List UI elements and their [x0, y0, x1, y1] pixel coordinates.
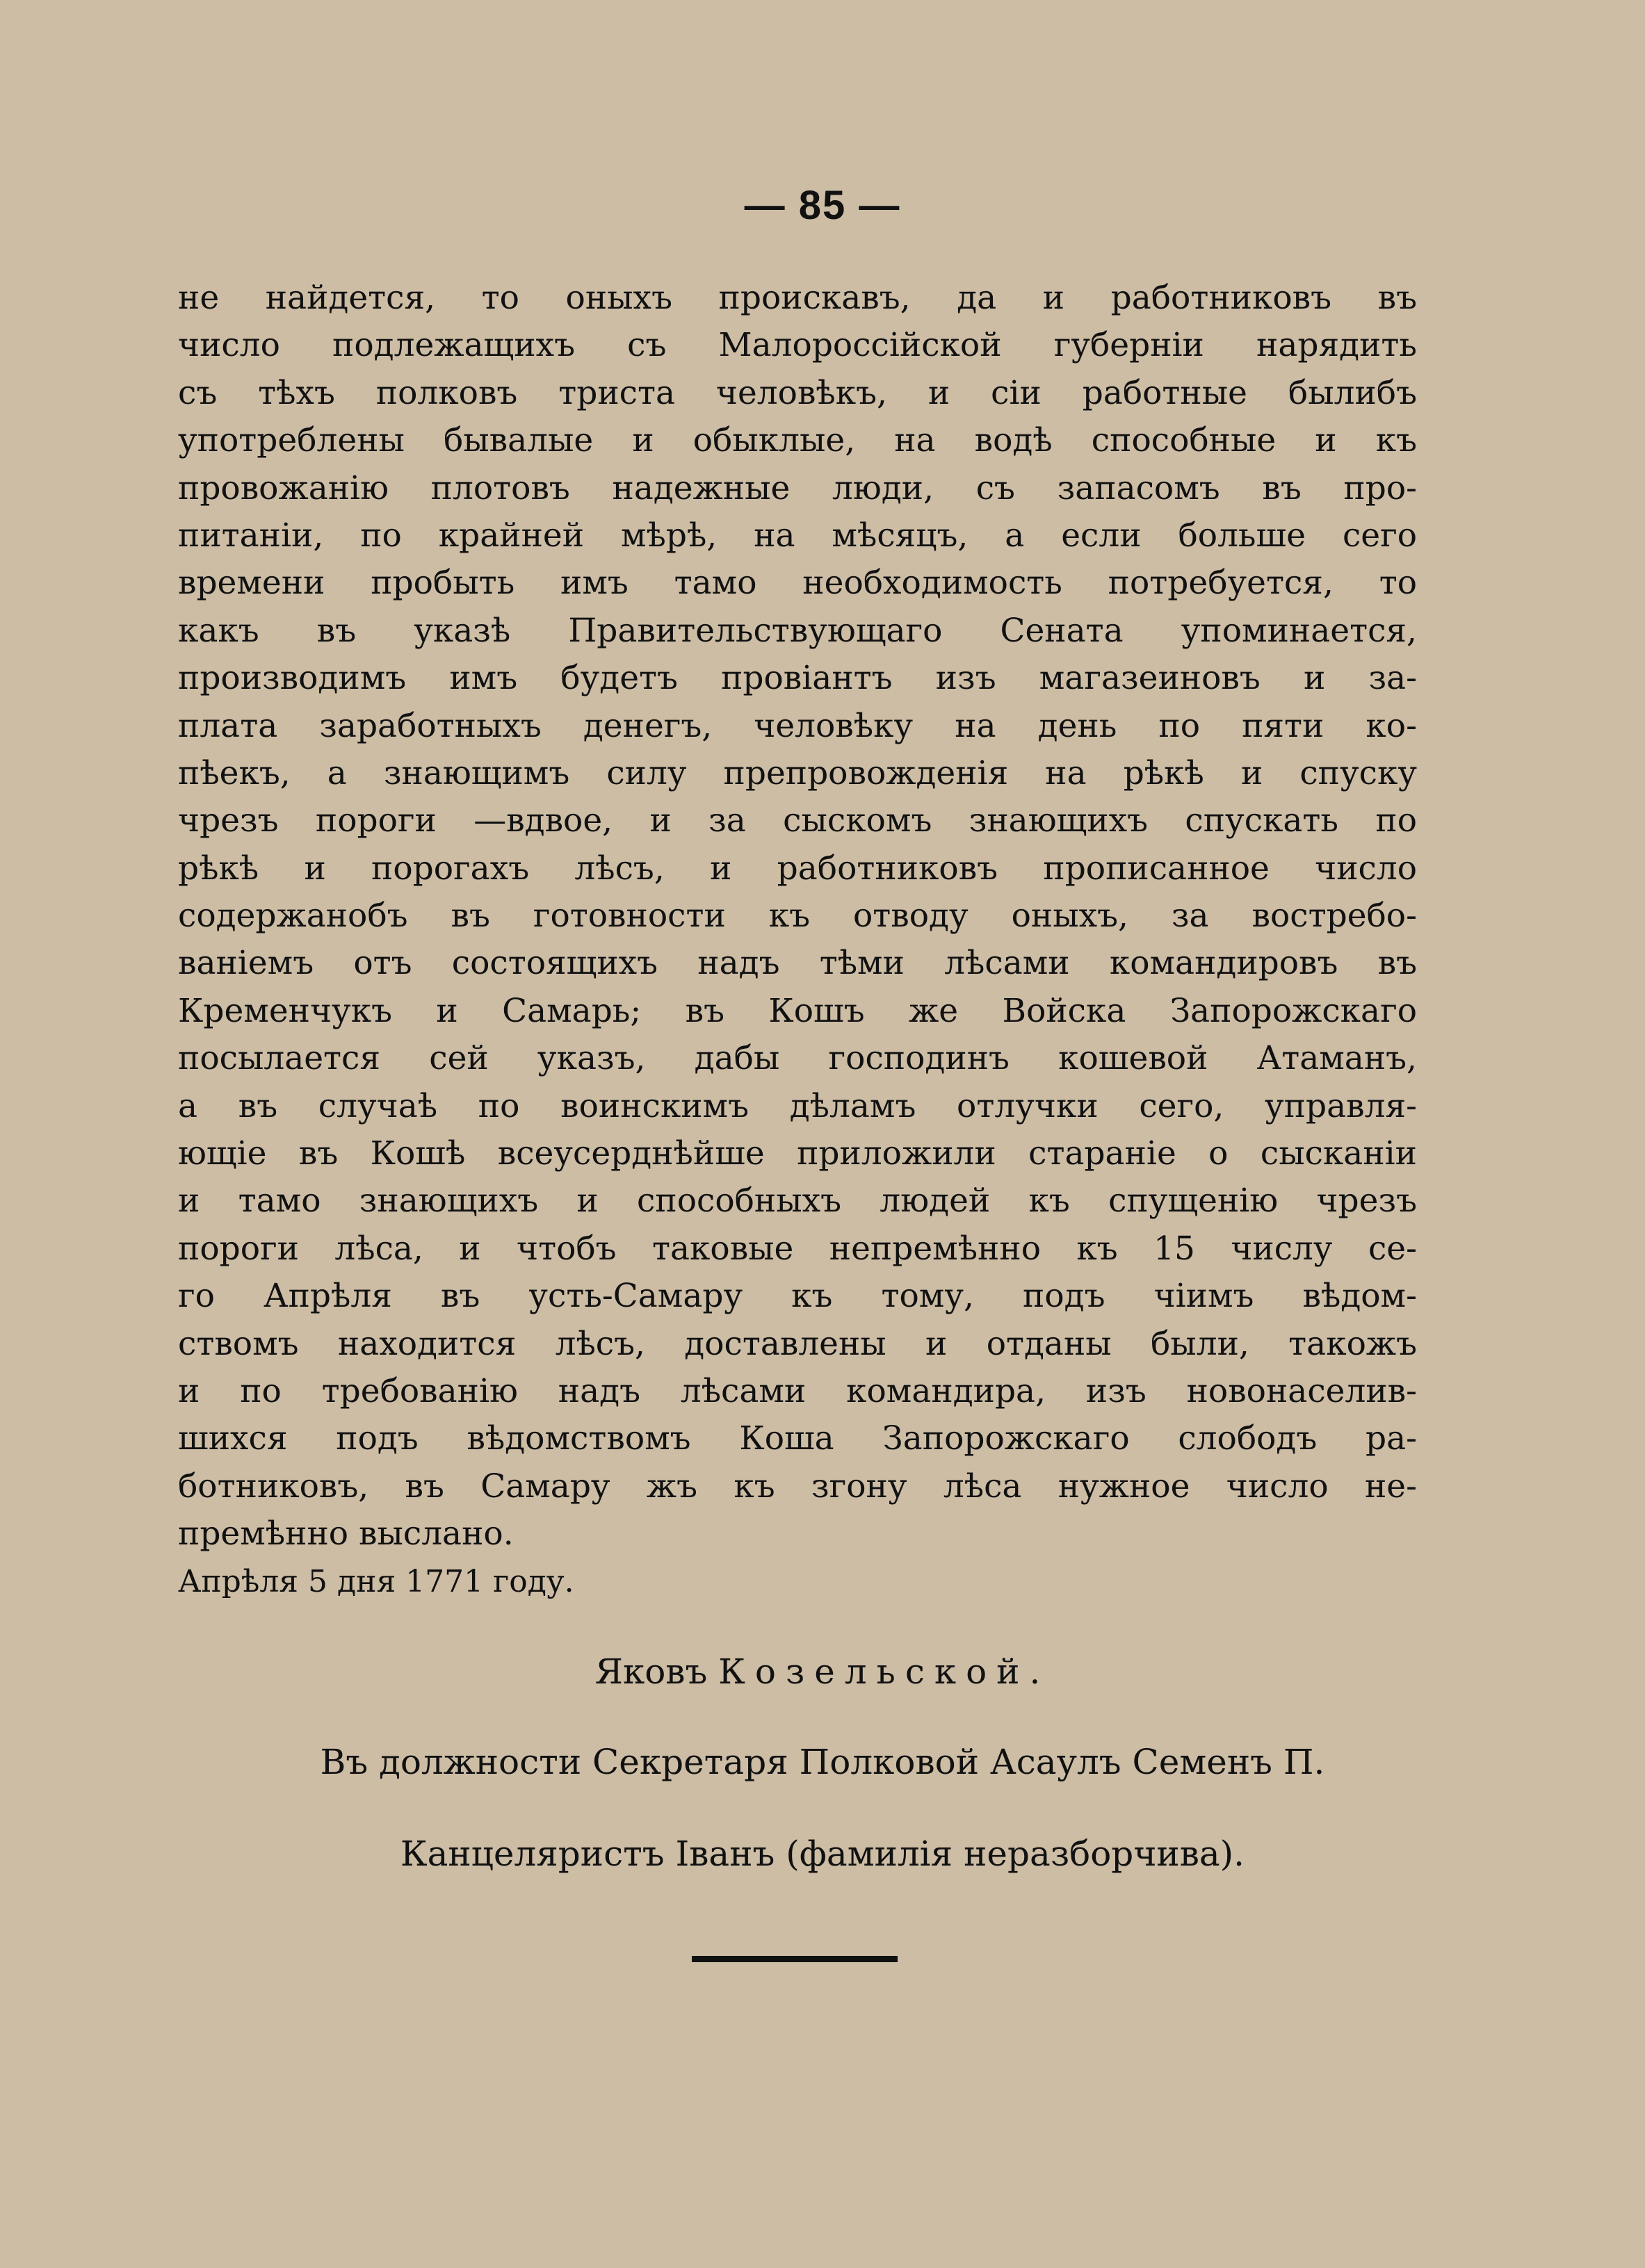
text-line: съ тѣхъ полковъ триста человѣкъ, и сіи работные былибъ	[178, 373, 1417, 412]
text-line: рѣкѣ и порогахъ лѣсъ, и работниковъ прописанное число	[178, 849, 1417, 888]
text-line: ботниковъ, въ Самару жъ къ згону лѣса нужное число не-	[178, 1467, 1417, 1506]
body-text	[178, 275, 1417, 1558]
text-line: премѣнно выслано.	[178, 1515, 514, 1553]
text-line: и тамо знающихъ и способныхъ людей къ спущенію чрезъ	[178, 1182, 1417, 1221]
signature-kozelskoy	[0, 1651, 1645, 1692]
text-line: го Апрѣля въ усть-Самару къ тому, подъ чіимъ вѣдом-	[178, 1277, 1417, 1316]
text-line: пороги лѣса, и чтобъ таковые непремѣнно къ 15 числу се-	[178, 1229, 1417, 1268]
text-line: какъ въ указѣ Правительствующаго Сената упоминается,	[178, 611, 1417, 650]
text-line: чрезъ пороги —вдвое, и за сыскомъ знающихъ спускать по	[178, 801, 1417, 840]
text-line: плата заработныхъ денегъ, человѣку на день по пяти ко-	[178, 706, 1417, 745]
signatory-first-name: Яковъ	[594, 1651, 708, 1692]
text-line: пѣекъ, а знающимъ силу препровожденія на рѣкѣ и спуску	[178, 753, 1417, 792]
signature-secretary: Въ должности Секретаря Полковой Асаулъ Семенъ П.	[320, 1742, 1325, 1782]
text-line: шихся подъ вѣдомствомъ Коша Запорожскаго слободъ ра-	[178, 1419, 1417, 1458]
text-line: провожанію плотовъ надежные люди, съ запасомъ въ про-	[178, 468, 1417, 507]
text-line: не найдется, то оныхъ проискавъ, да и работниковъ въ	[178, 279, 1417, 317]
text-line: содержанобъ въ готовности къ отводу оныхъ, за востребо-	[178, 897, 1417, 936]
text-line: употреблены бывалые и обыклые, на водѣ способные и къ	[178, 421, 1417, 460]
text-line: питаніи, по крайней мѣрѣ, на мѣсяцъ, а если больше сего	[178, 516, 1417, 555]
text-line: ствомъ находится лѣсъ, доставлены и отданы были, такожъ	[178, 1324, 1417, 1363]
page-number: — 85 —	[744, 183, 901, 228]
text-line: и по требованію надъ лѣсами командира, изъ новонаселив-	[178, 1371, 1417, 1410]
signatory-surname: Козельской.	[718, 1651, 1051, 1692]
text-line: число подлежащихъ съ Малороссійской губерніи нарядить	[178, 326, 1417, 365]
text-line: производимъ имъ будетъ провіантъ изъ магазеиновъ и за-	[178, 659, 1417, 698]
text-line: посылается сей указъ, дабы господинъ кошевой Атаманъ,	[178, 1039, 1417, 1078]
signature-clerk: Канцеляристъ Іванъ (фамилія неразборчива).	[400, 1834, 1245, 1874]
text-line: ваніемъ отъ состоящихъ надъ тѣми лѣсами командировъ въ	[178, 944, 1417, 983]
date-line: Апрѣля 5 дня 1771 году.	[178, 1564, 574, 1599]
text-line: Кременчукъ и Самарь; въ Кошъ же Войска Запорожскаго	[178, 991, 1417, 1030]
text-line: ющіе въ Кошѣ всеусерднѣйше приложили стараніе о сысканіи	[178, 1134, 1417, 1173]
text-line: а въ случаѣ по воинскимъ дѣламъ отлучки сего, управля-	[178, 1086, 1417, 1125]
text-line: времени пробыть имъ тамо необходимость потребуется, то	[178, 564, 1417, 603]
closing-rule	[692, 1956, 898, 1962]
